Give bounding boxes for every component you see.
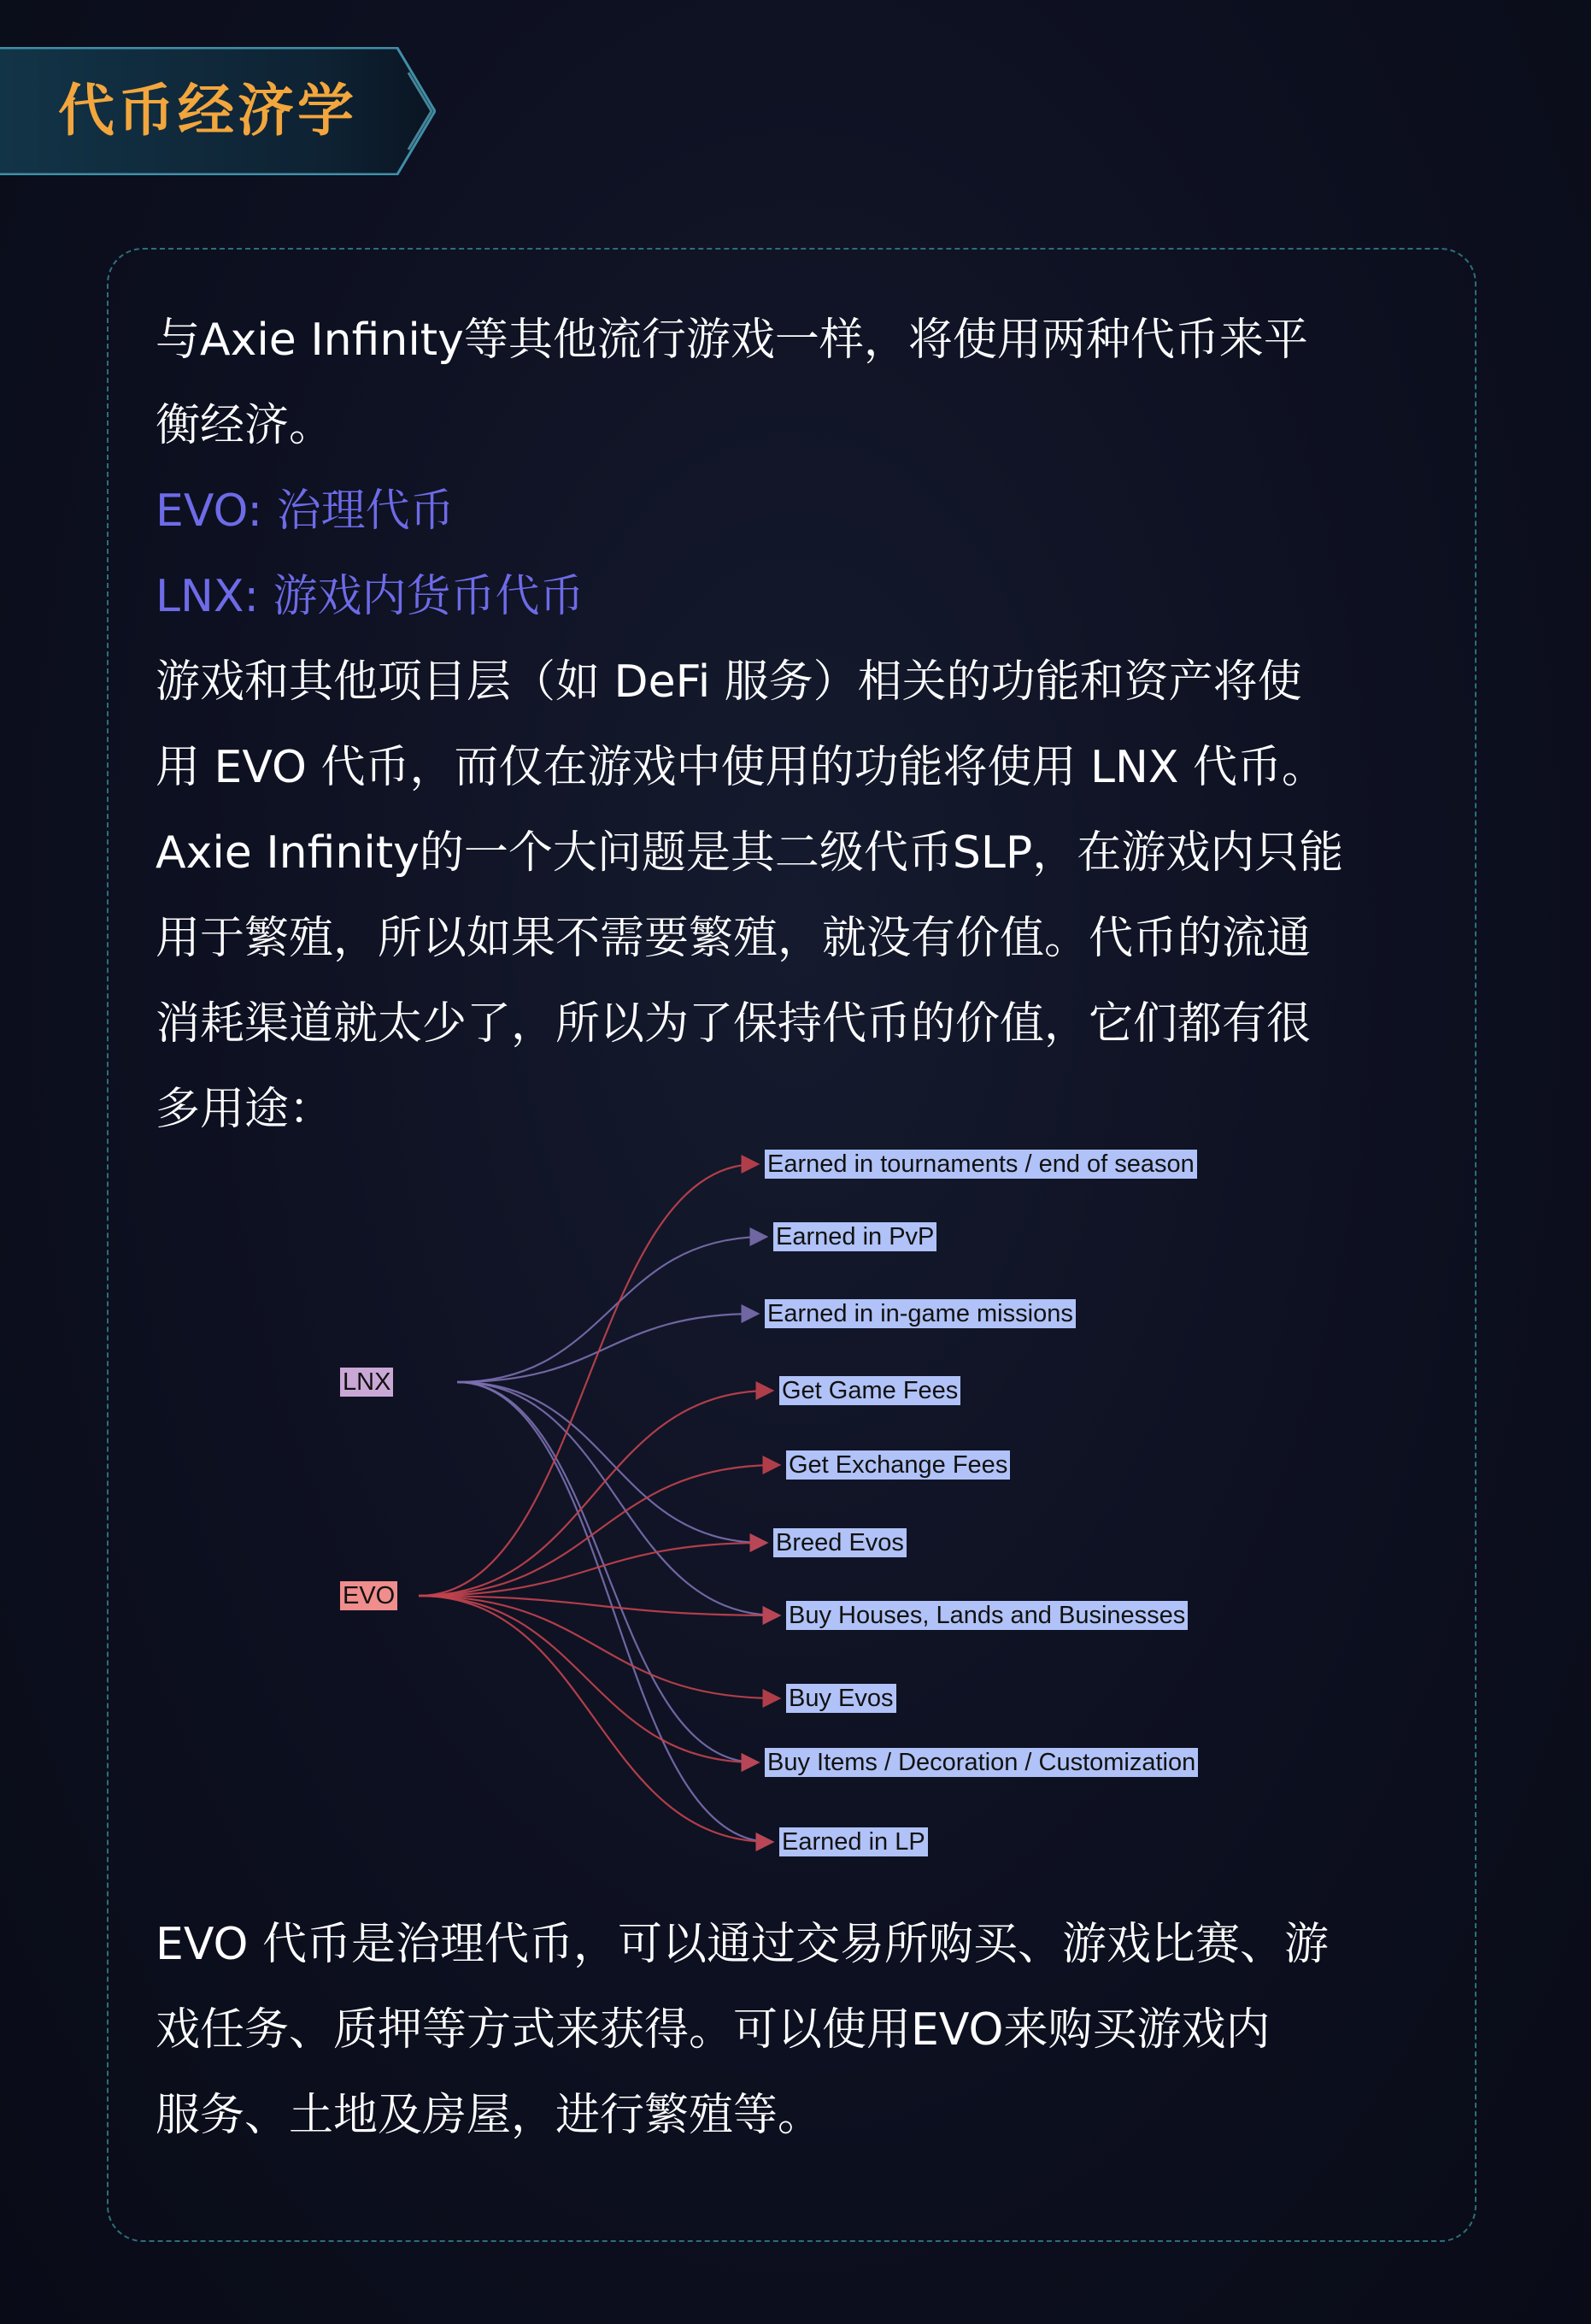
conclusion-line: EVO 代币是治理代币，可以通过交易所购买、游戏比赛、游 (156, 1919, 1329, 1970)
body-line: 游戏和其他项目层（如 DeFi 服务）相关的功能和资产将使 (156, 656, 1302, 708)
flow-link-lnx (457, 1314, 756, 1382)
flow-link-evo (419, 1465, 778, 1596)
target-node: Get Exchange Fees (786, 1450, 1010, 1480)
body-line: 消耗渠道就太少了，所以为了保持代币的价值，它们都有很 (156, 998, 1312, 1050)
intro-line: 衡经济。 (156, 400, 334, 451)
evo-token-label: EVO: 治理代币 (156, 485, 455, 537)
flow-link-evo (419, 1596, 756, 1762)
section-header-banner (0, 47, 436, 175)
target-node: Breed Evos (773, 1528, 907, 1557)
body-line: 多用途： (156, 1084, 334, 1135)
target-node: Earned in tournaments / end of season (765, 1150, 1197, 1179)
body-line: 用于繁殖，所以如果不需要繁殖，就没有价值。代币的流通 (156, 913, 1312, 964)
flow-link-lnx (457, 1382, 771, 1842)
target-node: Earned in LP (779, 1827, 928, 1856)
flow-link-evo (419, 1596, 771, 1842)
flow-link-evo (419, 1391, 771, 1596)
flow-link-evo (419, 1596, 778, 1698)
flow-link-evo (419, 1164, 756, 1596)
source-node-lnx: LNX (340, 1368, 393, 1397)
conclusion-line: 戏任务、质押等方式来获得。可以使用EVO来购买游戏内 (156, 2004, 1271, 2056)
body-line: Axie Infinity的一个大问题是其二级代币SLP，在游戏内只能 (156, 827, 1344, 879)
flow-link-lnx (457, 1237, 765, 1382)
source-node-evo: EVO (340, 1581, 397, 1610)
target-node: Get Game Fees (779, 1376, 960, 1405)
flow-link-lnx (457, 1382, 756, 1762)
target-node: Buy Items / Decoration / Customization (765, 1748, 1198, 1777)
target-node: Buy Houses, Lands and Businesses (786, 1601, 1188, 1630)
conclusion-paragraph (156, 1902, 1454, 2158)
token-flow-diagram (154, 1120, 1282, 1872)
target-node: Buy Evos (786, 1684, 896, 1713)
intro-line: 与Axie Infinity等其他流行游戏一样，将使用两种代币来平 (156, 315, 1308, 366)
target-node: Earned in in-game missions (765, 1299, 1076, 1328)
conclusion-line: 服务、土地及房屋，进行繁殖等。 (156, 2090, 823, 2141)
lnx-token-label: LNX: 游戏内货币代币 (156, 571, 584, 622)
flow-link-lnx (457, 1382, 765, 1543)
target-node: Earned in PvP (773, 1222, 936, 1251)
section-title: 代币经济学 (58, 78, 357, 144)
flow-link-lnx (457, 1382, 778, 1615)
body-line: 用 EVO 代币，而仅在游戏中使用的功能将使用 LNX 代币。 (156, 742, 1327, 793)
intro-paragraph (156, 297, 1454, 1152)
